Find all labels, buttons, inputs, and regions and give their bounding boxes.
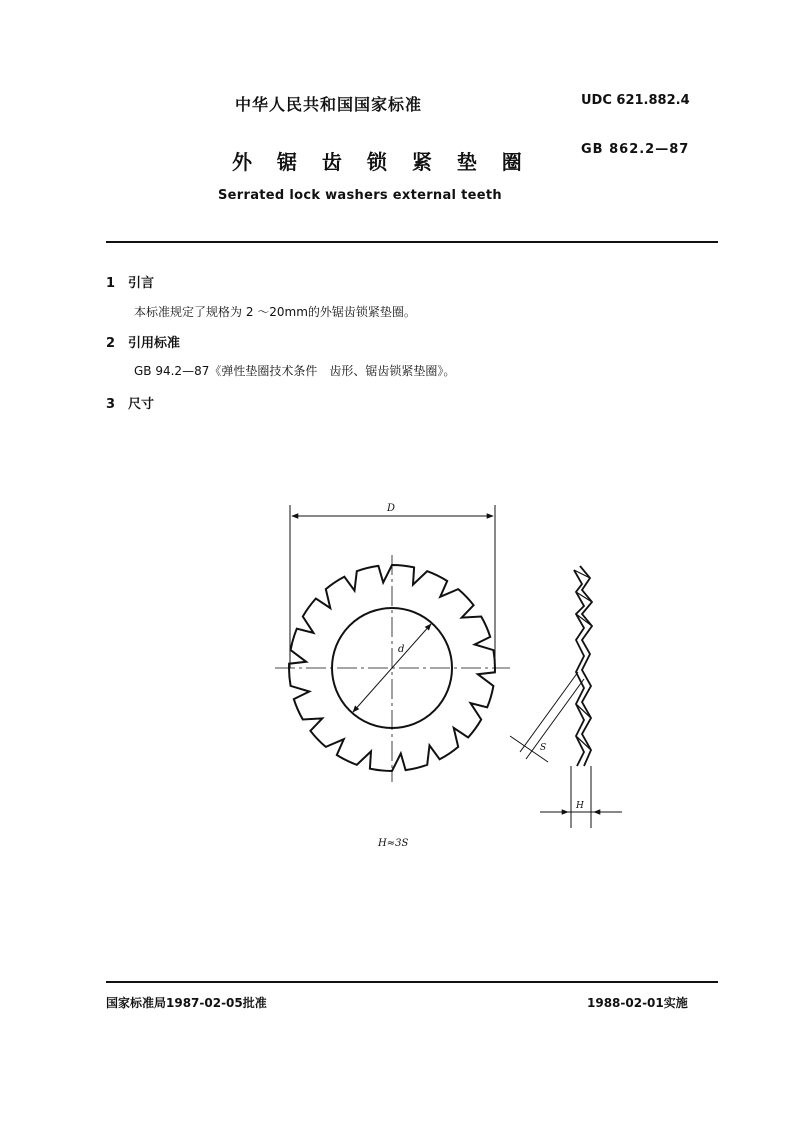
section-number: 1	[106, 276, 116, 291]
gb-standard-number: GB 862.2—87	[581, 142, 690, 157]
label-outer-diameter: D	[387, 503, 396, 514]
label-inner-diameter: d	[398, 644, 405, 655]
section-number: 3	[106, 397, 116, 412]
section-title: 尺寸	[128, 397, 155, 412]
section-title: 引言	[128, 276, 155, 291]
standard-body-heading: 中华人民共和国国家标准	[235, 95, 423, 114]
section-1-text: 本标准规定了规格为 2 ～20mm的外锯齿锁紧垫圈。	[134, 305, 416, 319]
approval-note: 国家标准局1987-02-05批准	[106, 996, 267, 1010]
document-title-english: Serrated lock washers external teeth	[218, 188, 502, 203]
section-2-text: GB 94.2—87《弹性垫圈技术条件 齿形、锯齿锁紧垫圈》。	[134, 364, 456, 378]
washer-side-view	[510, 566, 622, 828]
section-title: 引用标准	[128, 336, 181, 351]
label-thickness: S	[540, 743, 547, 753]
label-height: H	[576, 801, 584, 811]
footer-divider	[106, 981, 718, 983]
section-number: 2	[106, 336, 116, 351]
document-title-chinese: 外 锯 齿 锁 紧 垫 圈	[232, 150, 531, 174]
figure-caption: H≈3S	[378, 838, 409, 849]
udc-code: UDC 621.882.4	[581, 93, 690, 108]
implementation-note: 1988-02-01实施	[587, 996, 688, 1010]
washer-front-view	[275, 505, 510, 782]
